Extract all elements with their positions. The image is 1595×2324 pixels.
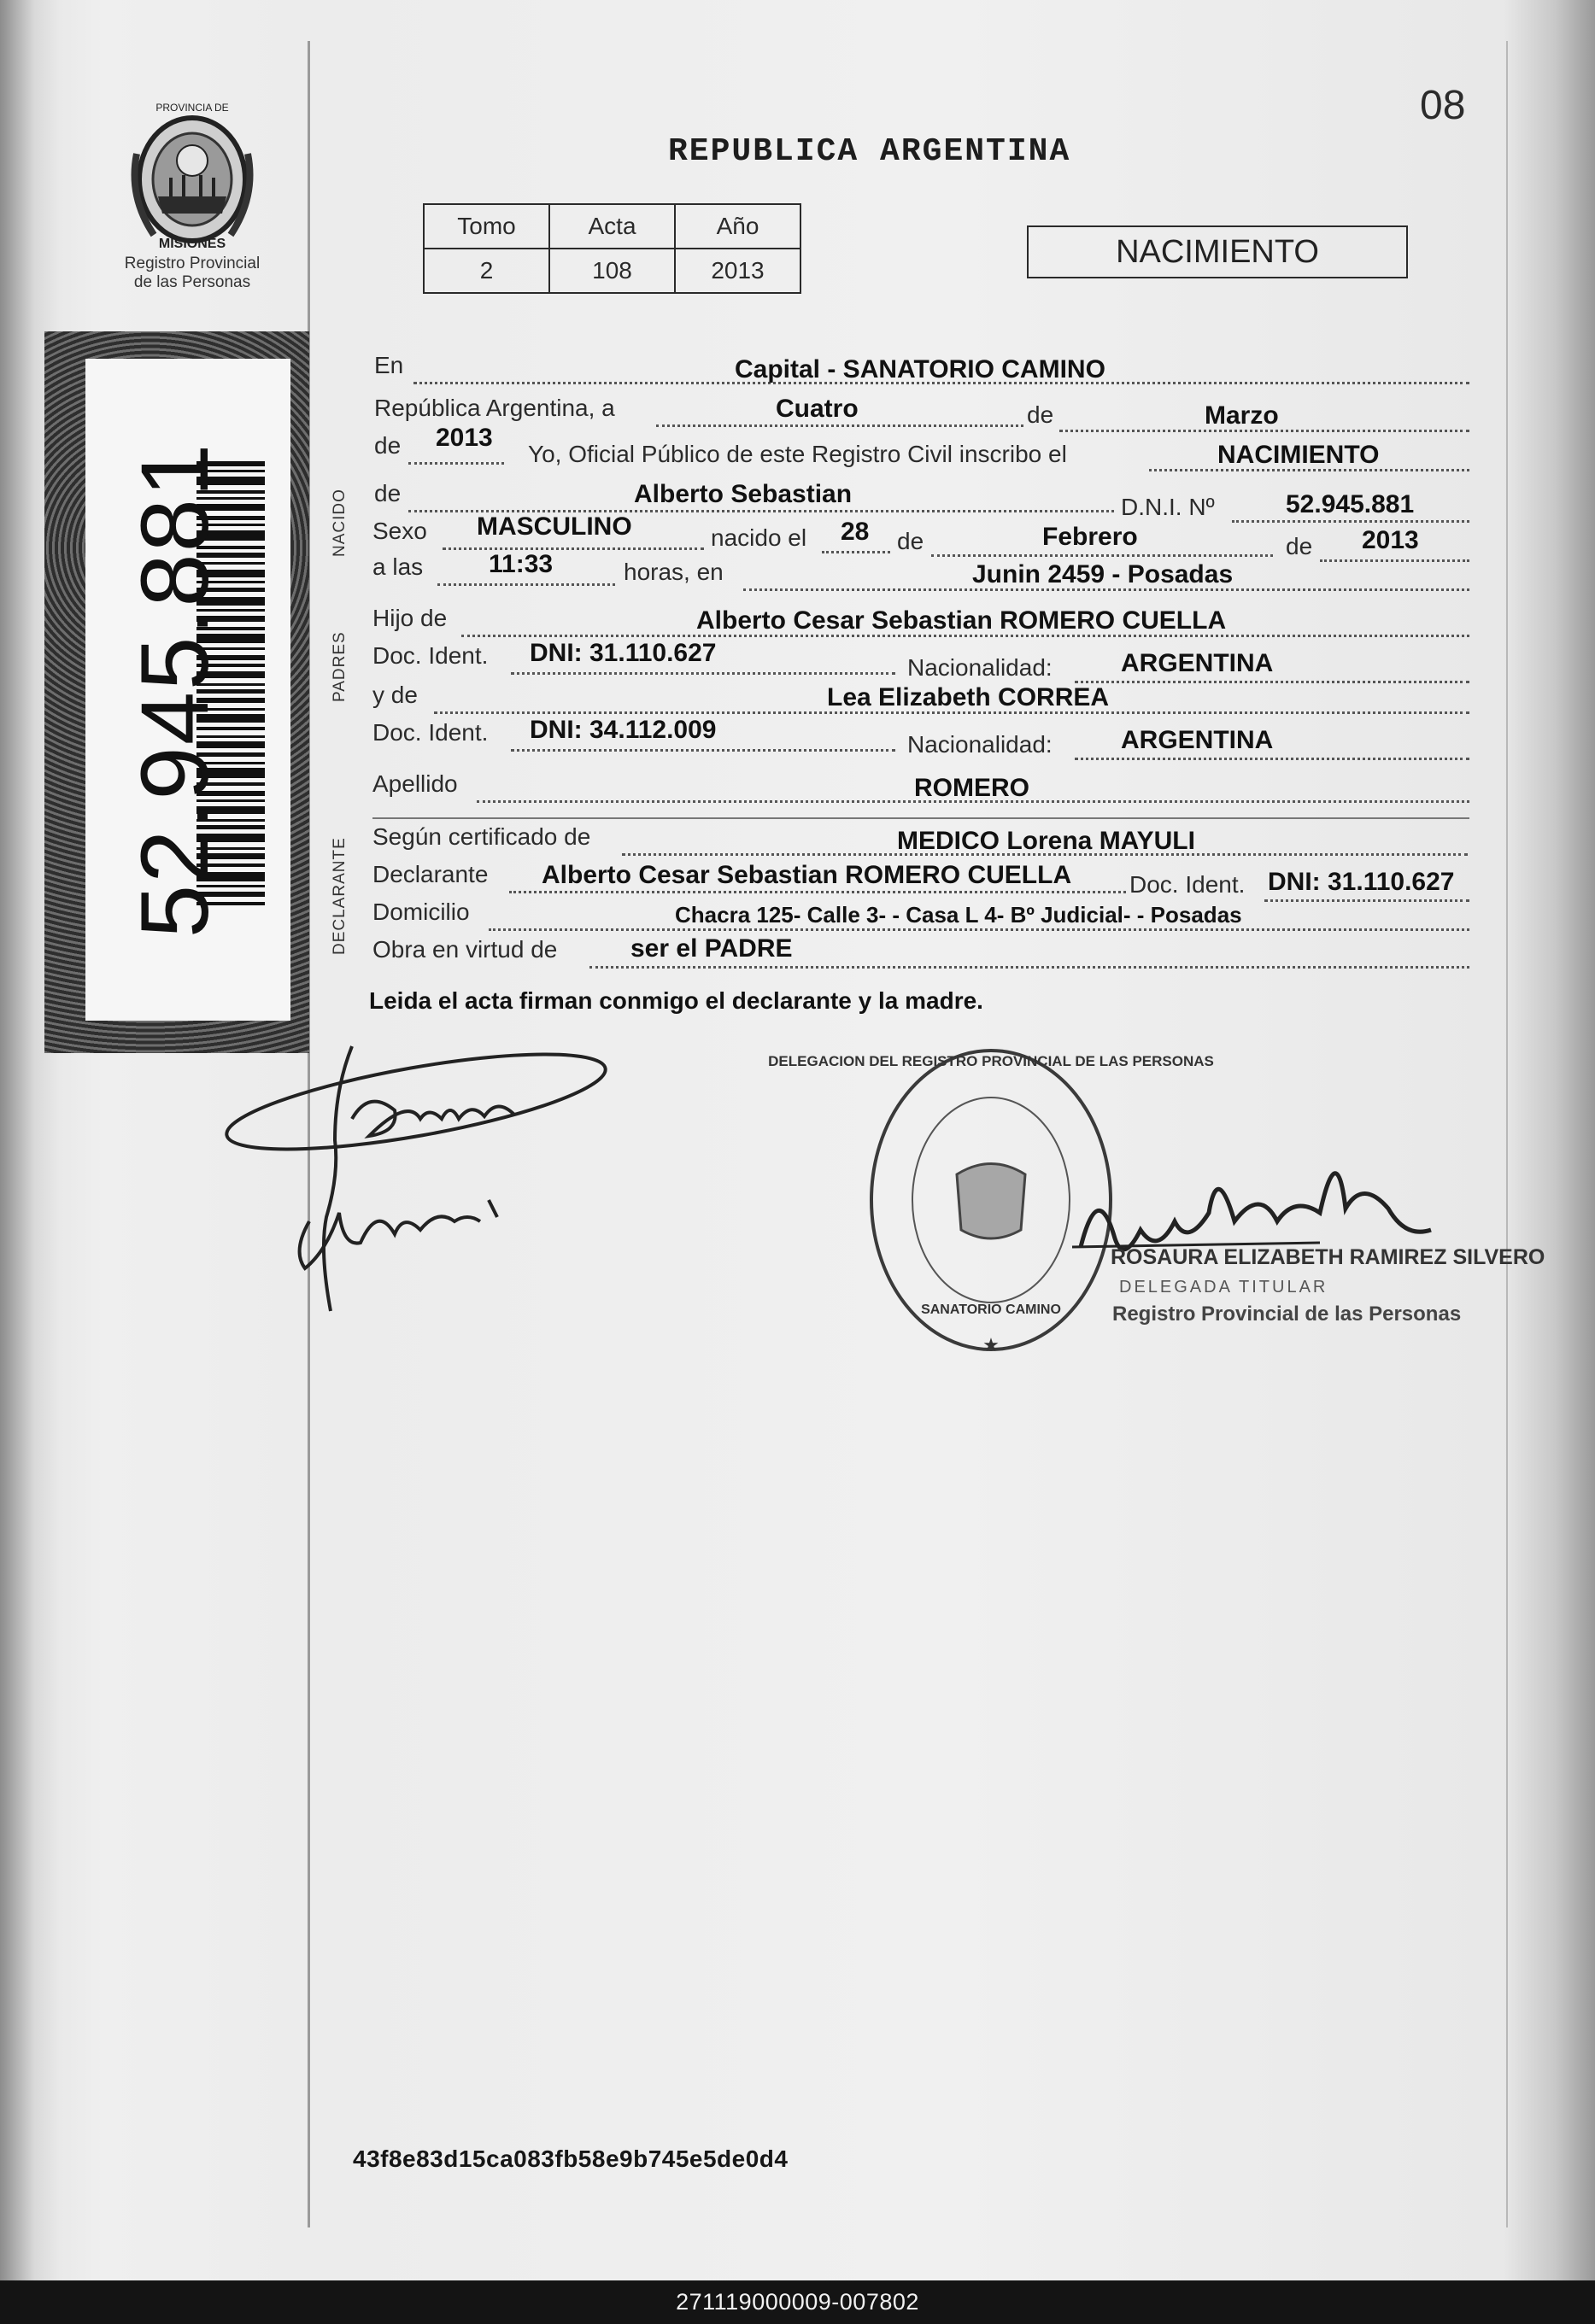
capacity-value: ser el PADRE (630, 934, 793, 963)
month-value: Marzo (1205, 401, 1279, 430)
side-label-padres: PADRES (331, 631, 349, 702)
de-label-4: de (897, 528, 924, 554)
tomo-value: 2 (424, 249, 549, 293)
declarante-label: Declarante (372, 861, 489, 887)
declarant-signature-icon (224, 1038, 634, 1320)
birth-time-value: 11:33 (489, 550, 554, 578)
anio-value: 2013 (675, 249, 800, 293)
registrar-title: DELEGADA TITULAR (1119, 1278, 1328, 1297)
section-divider (372, 817, 1469, 819)
dotted-line (589, 966, 1469, 969)
de-label: de (1027, 401, 1054, 428)
side-label-declarante: DECLARANTE (331, 837, 349, 955)
mother-doc-value: DNI: 34.112.009 (530, 716, 717, 744)
svg-text:PROVINCIA DE: PROVINCIA DE (155, 102, 229, 114)
domicilio-label: Domicilio (372, 899, 470, 925)
document-hash: 43f8e83d15ca083fb58e9b745e5de0d4 (353, 2145, 789, 2172)
father-name-value: Alberto Cesar Sebastian ROMERO CUELLA (696, 606, 1227, 635)
apellido-label: Apellido (372, 770, 458, 797)
footer-code: 271119000009-007802 (0, 2280, 1595, 2324)
side-label-nacido: NACIDO (331, 489, 349, 557)
yo-text: Yo, Oficial Público de este Registro Civil inscribo el (528, 441, 1067, 467)
birth-month-value: Febrero (1042, 523, 1138, 551)
id-strip-number: 52.945.881 (121, 442, 228, 939)
anio-header: Año (675, 204, 800, 249)
dotted-line (1232, 520, 1469, 523)
dotted-line (511, 672, 895, 675)
birth-day-value: 28 (841, 518, 870, 546)
acta-value: 108 (549, 249, 675, 293)
registrar-name: ROSAURA ELIZABETH RAMIREZ SILVERO (1111, 1245, 1545, 1269)
registrar-organization: Registro Provincial de las Personas (1112, 1302, 1462, 1326)
de-label-5: de (1286, 533, 1313, 559)
svg-text:SANATORIO CAMINO: SANATORIO CAMINO (921, 1302, 1061, 1317)
act-inscribed-value: NACIMIENTO (1217, 441, 1380, 469)
sexo-label: Sexo (372, 518, 427, 544)
surname-value: ROMERO (914, 774, 1029, 802)
svg-text:DELEGACION DEL REGISTRO PROVIN: DELEGACION DEL REGISTRO PROVINCIAL DE LAS PERSONAS (768, 1053, 1214, 1069)
dni-label: D.N.I. Nº (1121, 494, 1215, 520)
dotted-line (437, 583, 615, 586)
dotted-line (408, 462, 504, 465)
mother-name-value: Lea Elizabeth CORREA (827, 683, 1110, 711)
year-value: 2013 (436, 424, 493, 452)
republica-label: República Argentina, a (374, 395, 615, 421)
doc-ident-label-2: Doc. Ident. (372, 719, 489, 746)
acta-header: Acta (549, 204, 675, 249)
registry-label (94, 255, 290, 292)
dotted-line (1075, 681, 1469, 683)
day-words-value: Cuatro (776, 395, 859, 423)
father-nationality-value: ARGENTINA (1121, 649, 1274, 677)
folio-number: 08 (1420, 83, 1466, 128)
declarant-doc-value: DNI: 31.110.627 (1268, 868, 1455, 896)
de-label-3: de (374, 480, 402, 506)
dotted-line (489, 928, 1469, 931)
birth-place-value: Junin 2459 - Posadas (972, 560, 1234, 588)
act-type-box: NACIMIENTO (1027, 225, 1408, 278)
child-dni-value: 52.945.881 (1286, 490, 1415, 518)
provincial-emblem-icon (120, 94, 265, 256)
registration-table (423, 203, 801, 294)
mother-nationality-value: ARGENTINA (1121, 726, 1274, 754)
doc-ident-label: Doc. Ident. (372, 642, 489, 669)
svg-text:★: ★ (982, 1334, 1000, 1355)
declarant-name-value: Alberto Cesar Sebastian ROMERO CUELLA (542, 861, 1072, 889)
segun-label: Según certificado de (372, 823, 591, 850)
y-de-label: y de (372, 682, 418, 708)
obra-label: Obra en virtud de (372, 936, 558, 963)
en-label: En (374, 352, 404, 378)
birth-year-value: 2013 (1362, 526, 1419, 554)
father-doc-value: DNI: 31.110.627 (530, 639, 717, 667)
hijo-de-label: Hijo de (372, 605, 448, 631)
svg-text:MISIONES: MISIONES (158, 237, 226, 251)
a-las-label: a las (372, 553, 424, 580)
registry-line-1: Registro Provincial (124, 255, 261, 272)
child-name-value: Alberto Sebastian (634, 480, 853, 508)
dotted-line (656, 424, 1023, 427)
address-value: Chacra 125- Calle 3- - Casa L 4- Bº Judicial- - Posadas (675, 902, 1242, 928)
closing-statement: Leida el acta firman conmigo el declarante y la madre. (369, 987, 983, 1014)
dotted-line (511, 749, 895, 752)
dotted-line (931, 554, 1273, 557)
horas-en-label: horas, en (624, 559, 724, 585)
dotted-line (1264, 899, 1469, 902)
registry-line-2: de las Personas (133, 273, 251, 291)
country-title: REPUBLICA ARGENTINA (668, 133, 1071, 170)
dotted-line (1075, 758, 1469, 760)
de-label-2: de (374, 432, 402, 459)
sex-value: MASCULINO (477, 512, 632, 541)
certificate-value: MEDICO Lorena MAYULI (897, 827, 1195, 855)
nacionalidad-label: Nacionalidad: (907, 654, 1053, 681)
dotted-line (822, 551, 890, 553)
dotted-line (1320, 559, 1469, 562)
nacionalidad-label-2: Nacionalidad: (907, 731, 1053, 758)
place-value: Capital - SANATORIO CAMINO (735, 355, 1105, 383)
dotted-line (443, 547, 704, 550)
nacido-el-label: nacido el (711, 524, 807, 551)
dotted-line (509, 891, 1126, 893)
tomo-header: Tomo (424, 204, 549, 249)
doc-ident-label-3: Doc. Ident. (1129, 871, 1246, 898)
